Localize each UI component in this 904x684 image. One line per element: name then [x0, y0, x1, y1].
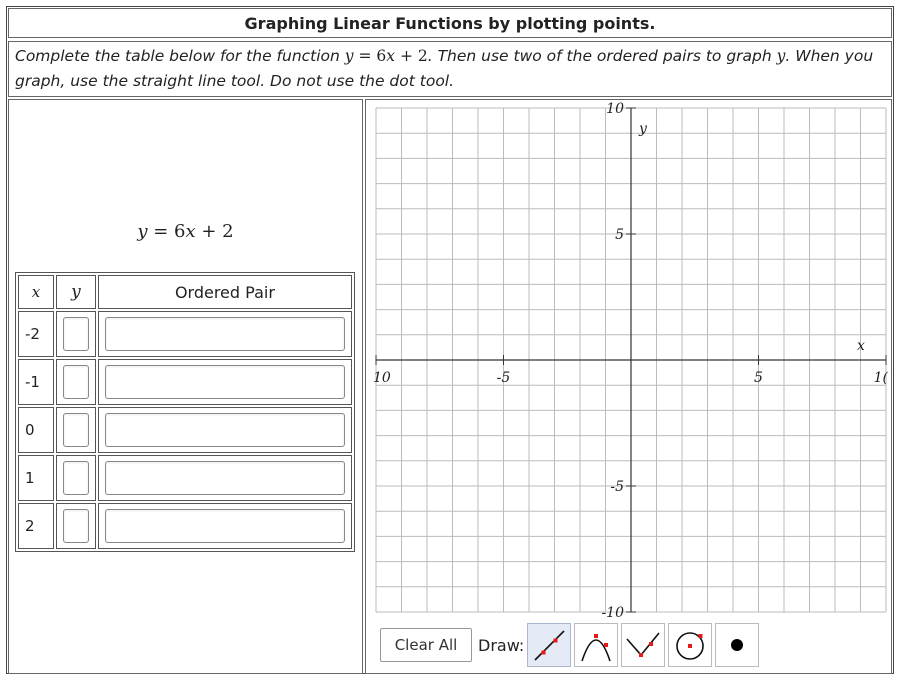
- instructions-text-2: . Then use two of the ordered pairs to graph: [427, 47, 777, 65]
- ordered-pair-input[interactable]: [105, 461, 345, 495]
- ordered-pair-input[interactable]: [105, 509, 345, 543]
- table-row: [18, 503, 352, 549]
- table-row: [18, 359, 352, 405]
- table-row: [18, 311, 352, 357]
- clear-all-button[interactable]: Clear All: [380, 628, 472, 662]
- dot-tool-icon: [717, 625, 757, 665]
- function-display: y = 6x + 2: [137, 221, 234, 242]
- y-axis-label: y: [639, 121, 647, 137]
- y-tick-label: -10: [601, 605, 624, 620]
- y-input[interactable]: [63, 509, 89, 543]
- line-tool-button[interactable]: [527, 623, 571, 667]
- y-input[interactable]: [63, 413, 89, 447]
- coordinate-graph[interactable]: [366, 100, 891, 620]
- x-tick-label: -5: [496, 370, 511, 386]
- draw-label: Draw:: [478, 635, 525, 655]
- dot-tool-button[interactable]: [715, 623, 759, 667]
- instructions: [8, 41, 892, 97]
- instructions-text-1: Complete the table below for the function: [15, 47, 345, 65]
- row-x-value: -2: [18, 311, 54, 357]
- absolute-value-tool-icon: [623, 625, 663, 665]
- circle-tool-button[interactable]: [668, 623, 712, 667]
- values-table: [15, 272, 355, 552]
- problem-title: Graphing Linear Functions by plotting points.: [8, 8, 892, 38]
- row-x-value: 0: [18, 407, 54, 453]
- y-input[interactable]: [63, 365, 89, 399]
- y-input[interactable]: [63, 317, 89, 351]
- header-ordered-pair: Ordered Pair: [98, 275, 352, 309]
- instructions-var-y: y: [776, 47, 786, 65]
- circle-tool-icon: [670, 625, 710, 665]
- instructions-text-3: . When you graph, use the straight line tool. Do not use the dot tool.: [15, 47, 874, 90]
- x-axis-label: x: [857, 338, 865, 354]
- table-header-row: [18, 275, 352, 309]
- table-panel: [8, 99, 363, 674]
- ordered-pair-input[interactable]: [105, 365, 345, 399]
- ordered-pair-input[interactable]: [105, 317, 345, 351]
- instructions-function: y = 6x + 2: [344, 47, 428, 65]
- y-tick-label: 10: [606, 101, 624, 117]
- parabola-tool-icon: [576, 625, 616, 665]
- y-tick-label: 5: [615, 227, 624, 243]
- ordered-pair-input[interactable]: [105, 413, 345, 447]
- table-row: [18, 407, 352, 453]
- graph-panel: [365, 99, 892, 674]
- y-input[interactable]: [63, 461, 89, 495]
- header-y: y: [56, 275, 96, 309]
- row-x-value: 1: [18, 455, 54, 501]
- x-tick-label: 10: [373, 370, 391, 386]
- absolute-value-tool-button[interactable]: [621, 623, 665, 667]
- row-x-value: 2: [18, 503, 54, 549]
- row-x-value: -1: [18, 359, 54, 405]
- line-tool-icon: [529, 625, 569, 665]
- y-tick-label: -5: [610, 479, 624, 495]
- x-tick-label: 1(: [873, 370, 888, 386]
- header-x: x: [18, 275, 54, 309]
- table-row: [18, 455, 352, 501]
- graph-toolbar: [380, 622, 759, 668]
- parabola-tool-button[interactable]: [574, 623, 618, 667]
- x-tick-label: 5: [754, 370, 763, 386]
